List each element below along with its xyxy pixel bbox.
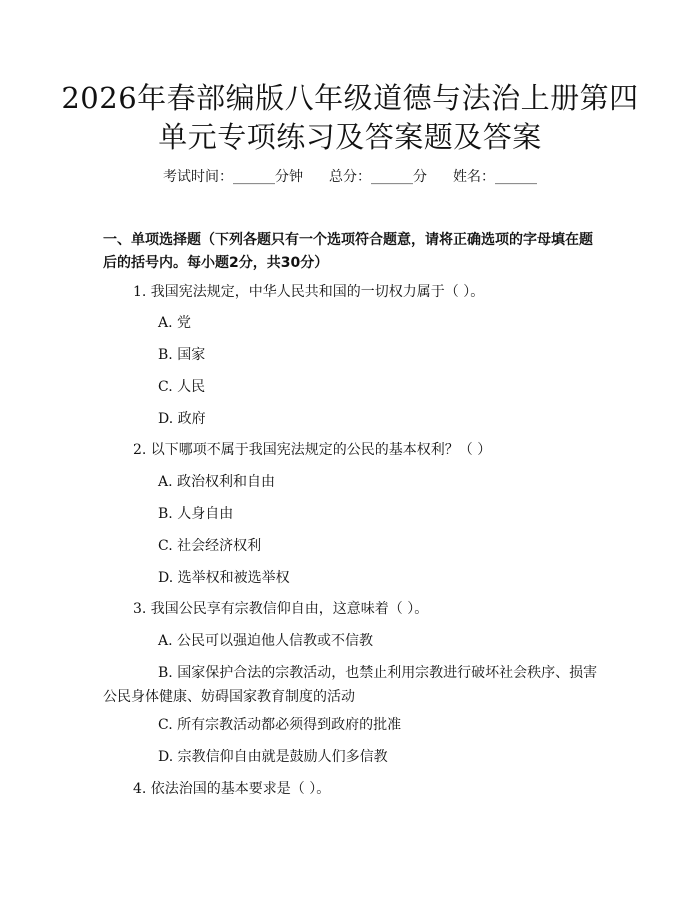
option: B. 国家 (158, 347, 206, 363)
option: C. 社会经济权利 (158, 538, 262, 554)
option: A. 公民可以强迫他人信教或不信教 (158, 633, 374, 649)
option: C. 人民 (158, 379, 206, 395)
option: A. 政治权利和自由 (158, 474, 276, 490)
option: C. 所有宗教活动都必须得到政府的批准 (158, 717, 402, 733)
option: D. 政府 (158, 411, 206, 427)
document-title-line-2: 单元专项练习及答案题及答案 (158, 120, 542, 154)
exam-info (0, 167, 700, 187)
option: D. 选举权和被选举权 (158, 570, 290, 586)
student-name: 姓名：______ (453, 169, 537, 185)
question-text: 3. 我国公民享有宗教信仰自由，这意味着（ ）。 (133, 601, 429, 617)
section-heading: 一、单项选择题（下列各题只有一个选项符合题意，请将正确选项的字母填在题后的括号内。每小题2分，共30分） (103, 232, 593, 271)
total-score: 总分：______分 (329, 169, 427, 185)
document-title-line-1: 2026年春部编版八年级道德与法治上册第四 (61, 81, 639, 115)
question-text: 4. 依法治国的基本要求是（ ）。 (133, 781, 331, 797)
option: D. 宗教信仰自由就是鼓励人们多信教 (158, 749, 388, 765)
option: B. 人身自由 (158, 506, 234, 522)
question-text: 1. 我国宪法规定，中华人民共和国的一切权力属于（ ）。 (133, 284, 485, 300)
exam-time: 考试时间：______分钟 (163, 169, 303, 185)
question-text: 2. 以下哪项不属于我国宪法规定的公民的基本权利？（ ） (133, 442, 492, 458)
option: B. 国家保护合法的宗教活动，也禁止利用宗教进行破坏社会秩序、损害公民身体健康、妨碍国家教育制度的活动 (103, 665, 598, 705)
option: A. 党 (158, 315, 192, 331)
